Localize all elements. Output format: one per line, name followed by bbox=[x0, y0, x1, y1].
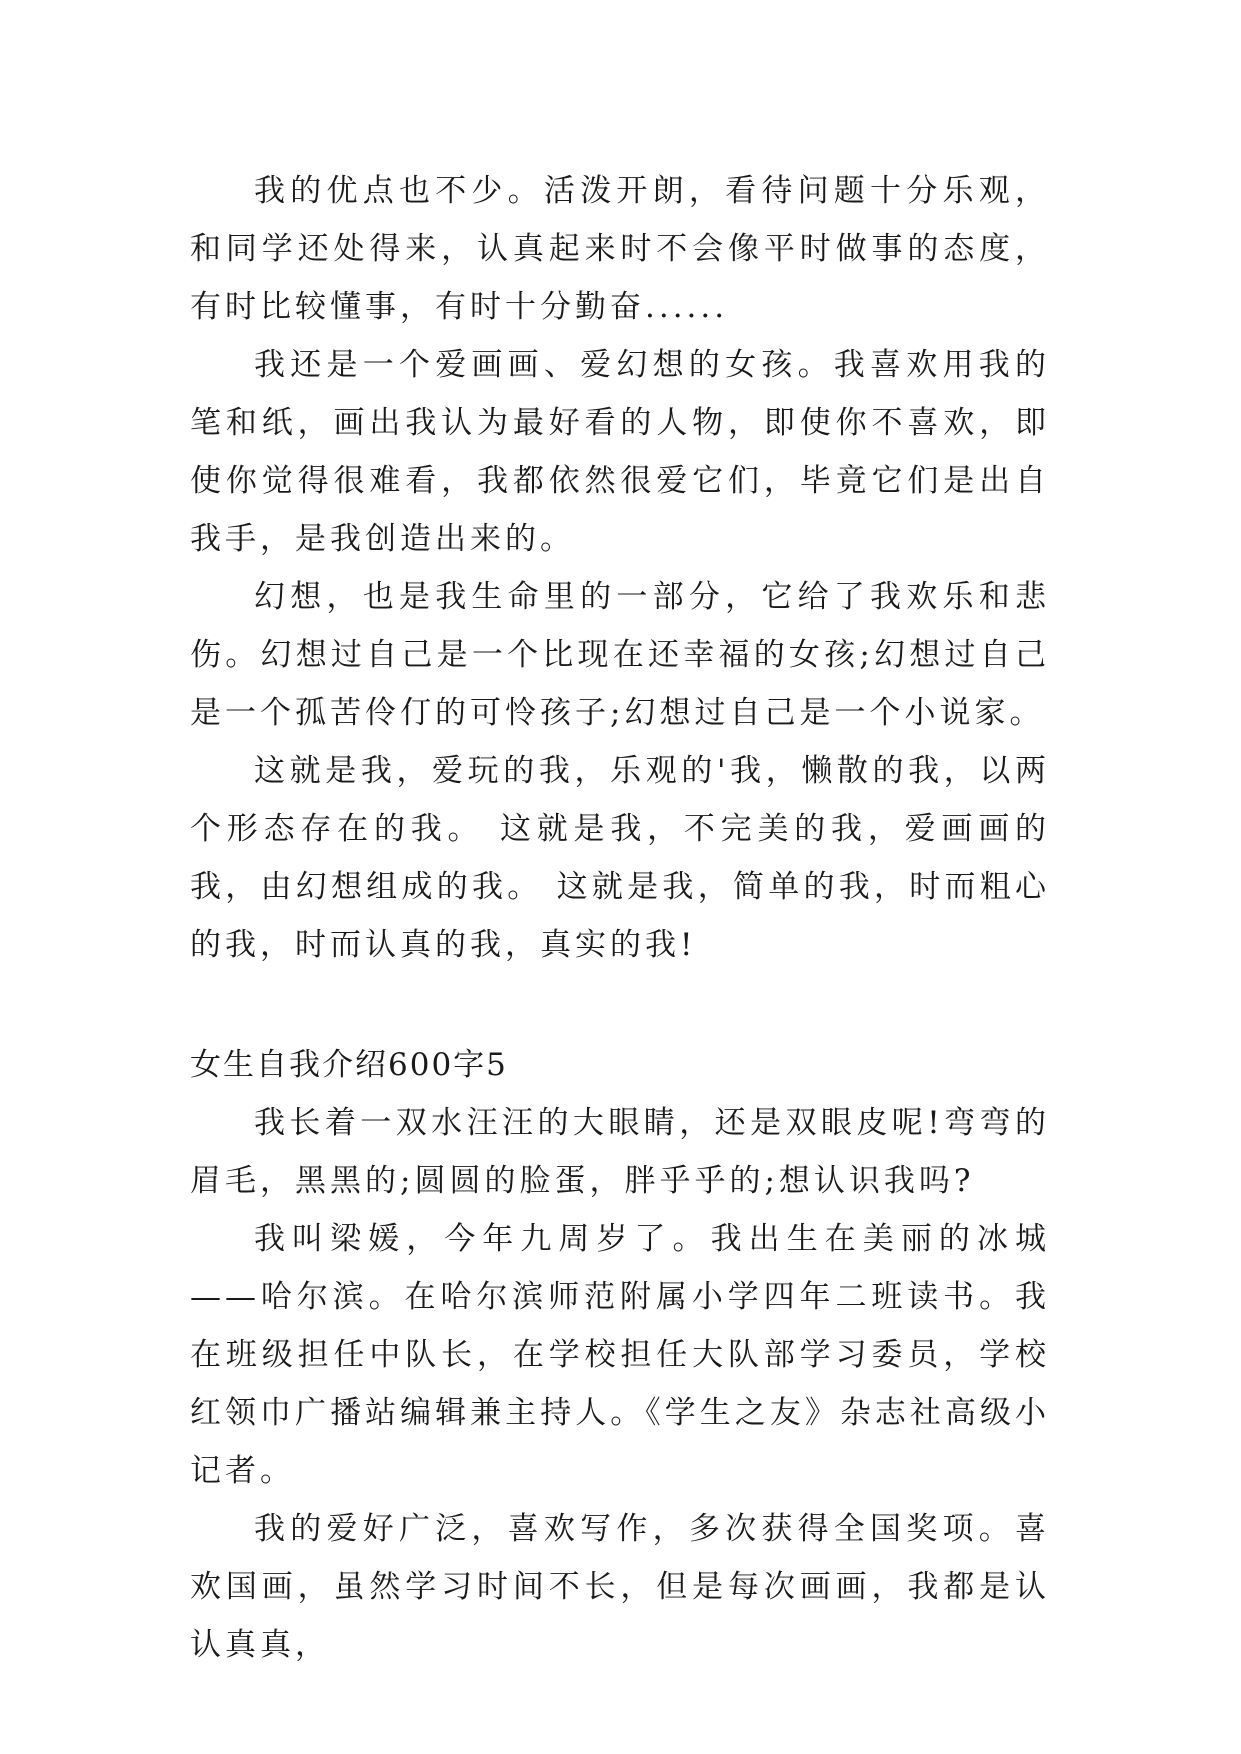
paragraph-fantasy: 幻想，也是我生命里的一部分，它给了我欢乐和悲伤。幻想过自己是一个比现在还幸福的女孩;幻想过自己是一个孤苦伶仃的可怜孩子;幻想过自己是一个小说家。 bbox=[190, 579, 1050, 731]
section-heading: 女生自我介绍600字5 bbox=[190, 1047, 508, 1083]
paragraph-drawing: 我还是一个爱画画、爱幻想的女孩。我喜欢用我的笔和纸，画出我认为最好看的人物，即使你不喜欢，即使你觉得很难看，我都依然很爱它们，毕竟它们是出自我手，是我创造出来的。 bbox=[190, 347, 1050, 557]
document-body bbox=[190, 162, 1050, 1674]
paragraph-this-is-me: 这就是我，爱玩的我，乐观的'我，懒散的我，以两个形态存在的我。 这就是我，不完美的我，爱画画的我，由幻想组成的我。 这就是我，简单的我，时而粗心的我，时而认真的我，真实的我! bbox=[190, 753, 1050, 963]
paragraph-introduction: 我叫梁媛，今年九周岁了。我出生在美丽的冰城——哈尔滨。在哈尔滨师范附属小学四年二班读书。我在班级担任中队长，在学校担任大队部学习委员，学校红领巾广播站编辑兼主持人。《学生之友》杂志社高级小记者。 bbox=[190, 1221, 1050, 1489]
paragraph-hobbies: 我的爱好广泛，喜欢写作，多次获得全国奖项。喜欢国画，虽然学习时间不长，但是每次画画，我都是认认真真， bbox=[190, 1511, 1050, 1663]
paragraph-strengths: 我的优点也不少。活泼开朗，看待问题十分乐观，和同学还处得来，认真起来时不会像平时做事的态度，有时比较懂事，有时十分勤奋...... bbox=[190, 173, 1050, 325]
paragraph-appearance: 我长着一双水汪汪的大眼睛，还是双眼皮呢!弯弯的眉毛，黑黑的;圆圆的脸蛋，胖乎乎的;想认识我吗? bbox=[190, 1105, 1050, 1199]
